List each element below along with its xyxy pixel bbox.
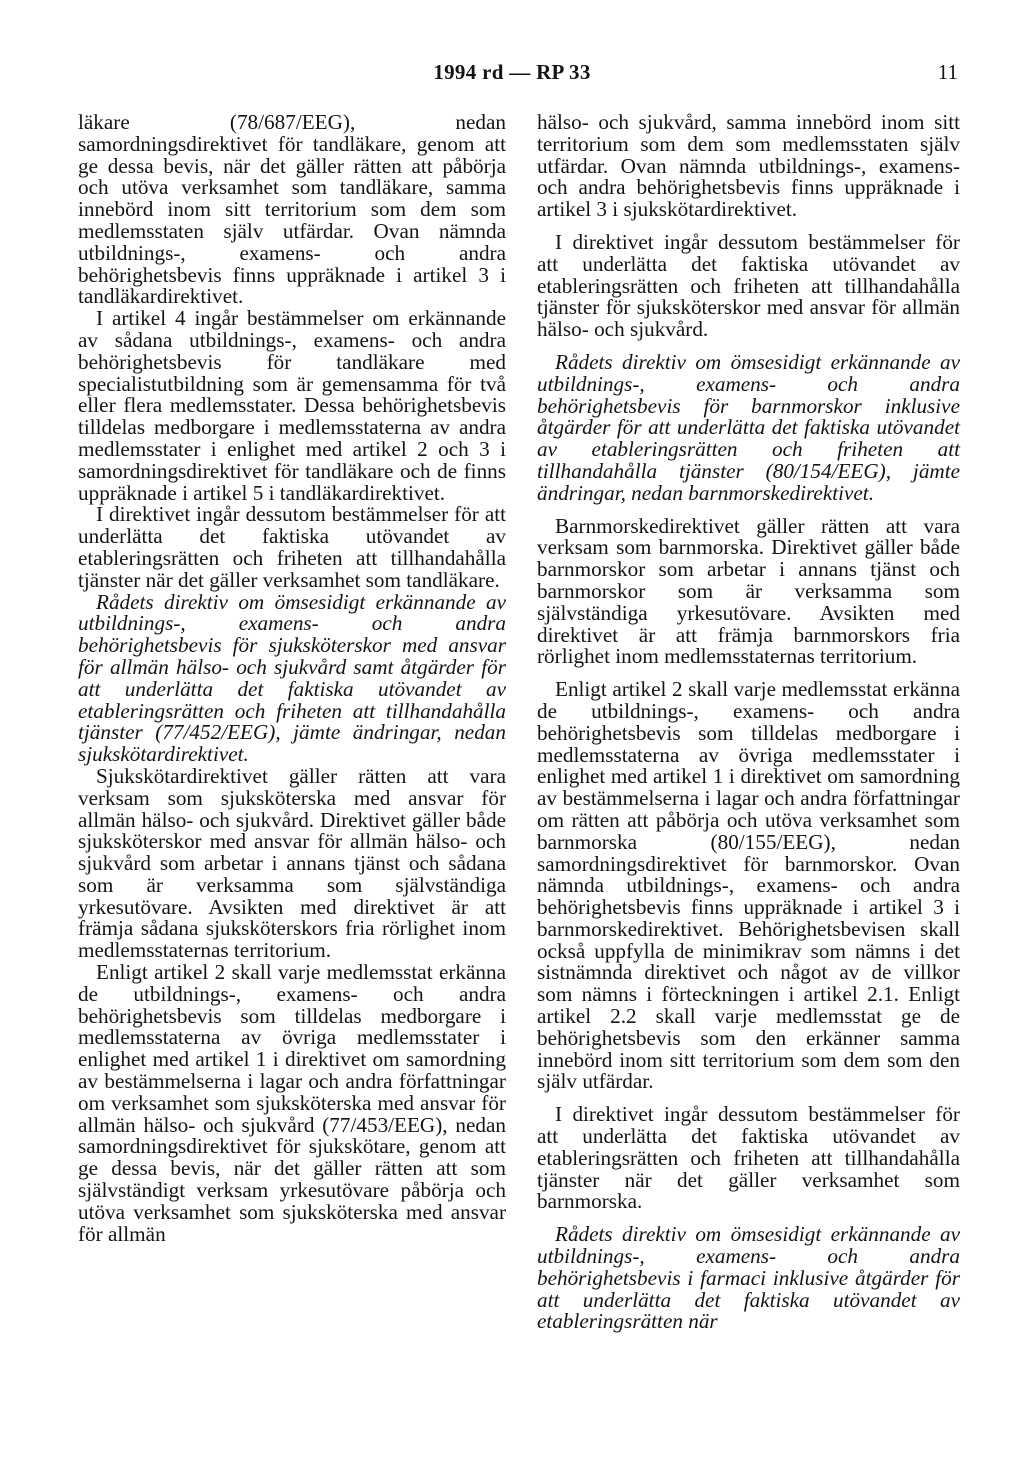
- page-header: [0, 60, 1024, 90]
- right-column: [537, 112, 960, 1333]
- directive-heading: Rådets direktiv om ömsesidigt erkännande av utbildnings-, examens- och andra behörighetsbevis för barnmorskor inklusive åtgärder för att underlätta det faktiska utövandet av etableringsrätten och friheten att tillhandahålla tjänster (80/154/EEG), jämte ändringar, nedan barnmorskedirektivet.: [537, 349, 960, 505]
- paragraph: I direktivet ingår dessutom bestämmelser för att underlätta det faktiska utövandet av etableringsrätten och friheten att tillhandahålla tjänster när det gäller verksamhet som tandläkare.: [78, 502, 506, 592]
- paragraph: läkare (78/687/EEG), nedan samordningsdirektivet för tandläkare, genom att ge dessa bevis, när det gäller rätten att påbörja och utöva verksamhet som tandläkare, samma innebörd inom sitt territorium som dem som medlemsstaten själv utfärdar. Ovan nämnda utbildnings-, examens- och andra behörighetsbevis finns uppräknade i artikel 3 i tandläkardirektivet.: [78, 110, 506, 309]
- paragraph: Sjukskötardirektivet gäller rätten att vara verksam som sjuksköterska med ansvar för allmän hälso- och sjukvård. Direktivet gäller både sjuksköterskor med ansvar för allmän hälso- och sjukvård som arbetar i annans tjänst och sådana som är verksamma som självständiga yrkesutövare. Avsikten med direktivet är att främja sådana sjuksköterskors fria rörlighet inom medlemsstaternas territorium.: [78, 763, 506, 963]
- paragraph: hälso- och sjukvård, samma innebörd inom sitt territorium som dem som medlemsstaten själv utfärdar. Ovan nämnda utbildnings-, examens- och andra behörighetsbevis finns uppräknade i artikel 3 i sjukskötardirektivet.: [537, 110, 960, 222]
- paragraph: Enligt artikel 2 skall varje medlemsstat erkänna de utbildnings-, examens- och andra behörighetsbevis som tilldelas medborgare i medlemsstaterna av övriga medlemsstater i enlighet med artikel 1 i direktivet om samordning av bestämmelserna i lagar och andra författningar om rätten att påbörja och utöva verksamhet som barnmorska (80/155/EEG), nedan samordningsdirektivet för barnmorskor. Ovan nämnda utbildnings-, examens- och andra behörighetsbevis finns uppräknade i artikel 3 i barnmorskedirektivet. Behörighetsbevisen skall också uppfylla de minimikrav som nämns i det sistnämnda direktivet och något av de villkor som nämns i förteckningen i artikel 2.1. Enligt artikel 2.2 skall varje medlemsstat ge de behörighetsbevis som den erkänner samma innebörd inom sitt territorium som dem som den själv utfärdar.: [537, 677, 960, 1094]
- paragraph: I direktivet ingår dessutom bestämmelser för att underlätta det faktiska utövandet av etableringsrätten och friheten att tillhandahålla tjänster när det gäller verksamhet som barnmorska.: [537, 1102, 960, 1214]
- page-number: 11: [937, 60, 958, 84]
- paragraph: Barnmorskedirektivet gäller rätten att vara verksam som barnmorska. Direktivet gäller både barnmorskor som arbetar i annans tjänst och barnmorskor som är verksamma som självständiga yrkesutövare. Avsikten med direktivet är att främja barnmorskors fria rörlighet inom medlemsstaternas territorium.: [537, 513, 960, 669]
- paragraph: I direktivet ingår dessutom bestämmelser för att underlätta det faktiska utövandet av etableringsrätten och friheten att tillhandahålla tjänster för sjuksköterskor med ansvar för allmän hälso- och sjukvård.: [537, 229, 960, 342]
- directive-heading: Rådets direktiv om ömsesidigt erkännande av utbildnings-, examens- och andra behörighetsbevis för sjuksköterskor med ansvar för allmän hälso- och sjukvård samt åtgärder för att underlätta det faktiska utövandet av etableringsrätten och friheten att tillhandahålla tjänster (77/452/EEG), jämte ändringar, nedan sjukskötardirektivet.: [78, 589, 506, 767]
- directive-heading: Rådets direktiv om ömsesidigt erkännande av utbildnings-, examens- och andra behörighetsbevis i farmaci inklusive åtgärder för att underlätta det faktiska utövandet av etableringsrätten när: [537, 1222, 960, 1334]
- paragraph: Enligt artikel 2 skall varje medlemsstat erkänna de utbildnings-, examens- och andra behörighetsbevis som tilldelas medborgare i medlemsstaterna av övriga medlemsstater i enlighet med artikel 1 i direktivet om samordning av bestämmelserna i lagar och andra författningar om verksamhet som sjuksköterska med ansvar för allmän hälso- och sjukvård (77/453/EEG), nedan samordningsdirektivet för sjukskötare, genom att ge dessa bevis, när det gäller rätten att som självständigt verksam yrkesutövare påbörja och utöva verksamhet som sjuksköterska med ansvar för allmän: [78, 960, 506, 1246]
- paragraph: I artikel 4 ingår bestämmelser om erkännande av sådana utbildnings-, examens- och andra behörighetsbevis för tandläkare med specialistutbildning som är gemensamma för två eller flera medlemsstater. Dessa behörighetsbevis tilldelas medborgare i medlemsstaterna av andra medlemsstater i enlighet med artikel 2 och 3 i samordningsdirektivet för tandläkare och de finns uppräknade i artikel 5 i tandläkardirektivet.: [78, 306, 506, 505]
- left-column: [78, 112, 506, 1245]
- running-title: 1994 rd — RP 33: [433, 60, 591, 84]
